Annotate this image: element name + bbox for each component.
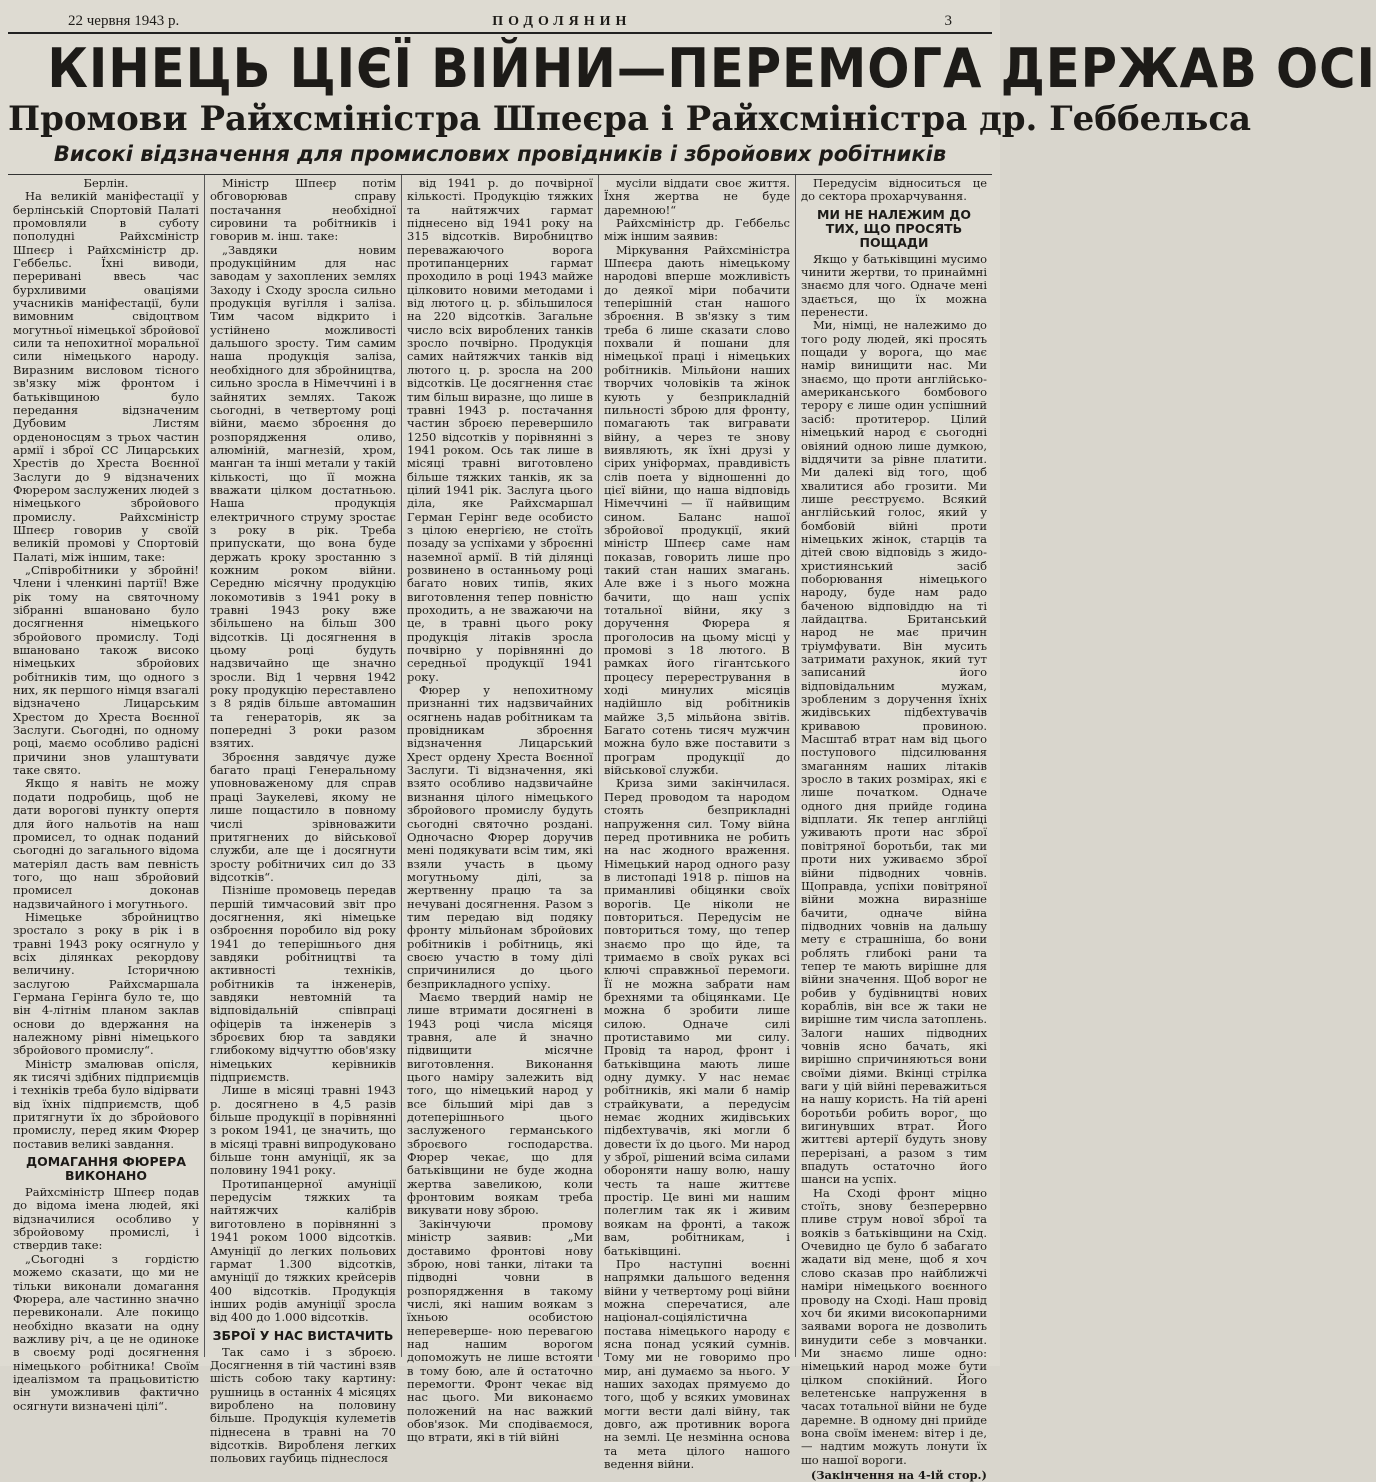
paragraph: На Сході фронт міцно стоїть, знову безперервно пливе струм нової зброї та вояків з батьківщини на Схід. Очевидно це було б забагато жадати від мене, щоб я хоч слово сказав про найближчі наміри німецького воєнного проводу на Сході. Наш провід хоч би якими високопарними заявами ворога не дозволить винудити себе з мовчанки. Ми знаємо лише одно: німецький народ може бути цілком спокійний. Його велетенське напруження в часах тотальної війни не буде даремне. В одному дні прийде вона своїм іменем: вітер і де, — надтим можуть лонути їх шо нашої вороги. [801,1185,987,1467]
paragraph: Так само і з зброєю. Досягнення в тій частині взяв шість собою таку картину: рушниць в останніх 4 місяцях вироблено на половину більше. Продукція кулеметів піднесена в травні на 70 відсотків. Виробленя легких польових гаубиць піднеслося [210,1344,396,1466]
paragraph: Криза зими закінчилася. Перед проводом та народом стоять безприкладні напруження сил. Тому війна перед противника не робить на нас жодного враження. Німецький народ одного разу в листопаді 1918 р. пішов на приманливі обіцянки своїх ворогів. Це ніколи не повториться. Передусім не повториться тому, що тепер знаємо про що йде, та тримаємо в своїх руках всі ключі справжньої перемоги. Її не можна забрати нам брехнями та обіцянками. Це можна б зробити лише силою. Одначе силі протиставимо ми силу. Провід та народ, фронт і батьківщина мають лише одну думку. У нас немає робітників, які мали б намір страйкувати, а передусім немає жодних жидівських підбехтувачів, які могли б довести їх до цього. Ми народ у зброї, рішений всіма силами обороняти нашу волю, нашу честь та наше життєве простір. Це вині ми нашим полеглим так як і живим воякам на фронті, а також вам, робітникам, і батьківщині. [604,776,790,1258]
paragraph: Передусім відноситься це до сектора прохарчування. [801,176,987,204]
paragraph: „Завдяки новим продукційним для нас заводам у захоплених землях Заходу і Сходу зросла сильно продукція вугілля і заліза. Тим часом відкрито і устійнено можливості дальшого зросту. Тим самим наша продукція заліза, необхідного для збройництва, сильно зросла в Німеччині і в зайнятих землях. Також сьогодні, в четвертому році війни, маємо зброєння до розпорядження оливо, алюміній, магнезій, хром, манган та інші метали у такій кількості, що її можна вважати цілком достатньою. Наша продукція електричного струму зростає з року в рік. Треба припускати, що вона буде держать кроку зростанню з кожним роком війни. Середню місячну продукцію локомотивів з 1941 року в травні 1943 року вже збільшено на більш 300 відсотків. Ці досягнення в цьому році будуть надзвичайно ще значно зросли. Від 1 червня 1942 року продукцію переставлено з 8 рядів більше автомашин та генераторів, як за попередні 3 роки разом взятих. [210,242,396,751]
section-heading: ЗБРОЇ У НАС ВИСТАЧИТЬ [212,1327,394,1343]
paragraph: Міркування Райхсміністра Шпеєра дають німецькому народові вперше можливість до деякої міри побачити теперішній стан нашого зброєння. В зв'язку з тим треба 6 лише сказати слово похвали й пошани для німецької праці і німецьких робітників. Мільйони наших творчих чоловіків та жінок кують у безприкладній пильності зброю для фронту, помагають так вигравати війну, а через те знову виявляють, як їхні друзі у сірих уніформах, правдивість слів поета у відношенні до цієї війни, що наша відповідь Німеччині — її найвищим сином. Баланс нашої збройової продукції, який міністр Шпеєр саме нам показав, говорить лише про такий стан наших змагань. Але вже і з нього можна бачити, що наш успіх тотальної війни, яку з доручення Фюрера я проголосив на цьому місці у промові з 18 лютого. В рамках його гігантського процесу перерестрування в ході минулих місяців надійшло від робітників майже 3,5 мільйона звітів. Багато сотень тисяч мужчин можна було вже поставити з програм продукції до військової служби. [604,242,790,778]
page-number: 3 [944,13,952,29]
paragraph: Зброєння завдячує дуже багато праці Генеральному уповноваженому для справ праці Заукелеві, якому не лише пощастило в повному числі зрівноважити притягнених до військової служби, але ще і досягнути зросту робітничих сил до 33 відсотків“. [210,749,396,884]
paragraph: Ми, німці, не належимо до того роду людей, які просять пощади у ворога, що має намір винищити нас. Ми знаємо, що проти англійсько-американського бомбового терору є лише один успішний засіб: протитерор. Цілий німецький народ є сьогодні овіяний одною лише думкою, віддячити за рівне платити. Ми далекі від того, щоб хвалитися або грозити. Ми лише реєструємо. Всякий англійський голос, який у бомбовій війні проти німецьких жінок, старців та дітей свою відповідь з жидо- християнський засіб поборювання німецького народу, буде нам радо баченою відповіддю на ті лайдацтва. Британський народ не має причин тріумфувати. Він мусить затримати рахунок, який тут записаний його відповідальним мужам, зробленим з доручення їхніх жидівських підбехтувачів кривавою провиною. Масштаб втрат нам від цього поступового підсилювання змаганням наших літаків зросло в таких розмірах, які є лише початком. Одначе одного дня прийде година відплати. Як тепер англійці уживають проти нас зброї повітряної боротьби, так ми проти них уживаємо зброї війни підводних човнів. Щоправда, успіхи повітряної війни можна виразніше бачити, одначе війна підводних човнів на дальшу мету є страшніша, бо вони роблять глибокі рани та тепер те мають вирішне для війни значення. Щоб ворог не робив у будівництві нових кораблів, він все ж таки не вирішне тим числа затоплень. Залоги наших підводних човнів ясно бачать, які вирішно спричиняються вони своїми діями. Вкінці стрілка ваги у цій війні переважиться на нашу користь. На тій арені боротьби робить ворог, що вигинувших втрат. Його життєві артерії будуть знову перерізані, а разом з тим впадуть остаточно його шанси на успіх. [801,318,987,1187]
column-1 [8,175,205,1413]
paragraph: Якщо у батьківщині мусимо чинити жертви, то принаймні знаємо для чого. Одначе мені здається, що їх можна перенести. [801,251,987,320]
column-3 [402,175,599,1445]
continued-note: (Закінчення на 4-ій стор.) [810,1467,987,1482]
paragraph: від 1941 р. до почвірної кількості. Продукцію тяжких та найтяжчих гармат піднесено від 1941 року на 315 відсотків. Виробництво переважаючого ворога протипанцерних гармат проходило в році 1943 майже цілковито новими методами і від лютого ц. р. збільшилося на 220 відсотків. Загальне число всіх вироблених танків зросло почвірно. Продукція самих найтяжчих танків від лютого ц. р. зросла на 200 відсотків. Це досягнення стає тим більш виразне, що лише в травні 1943 р. постачання частин зброєю перевершило 1250 відсотків у порівнянні з 1941 роком. Ось так лише в місяці травні виготовлено більше тяжких танків, як за цілий 1941 рік. Заслуга цього діла, яке Райхсмаршал Герман Герінг веде особисто з цілою енергією, не стоїть позаду за успіхами у зброєнні наземної армії. В тій ділянці розвинено в останньому році багато нових типів, яких виготовлення тепер повністю проходить, а не зважаючи на це, в травні цього року продукція літаків зросла почвірно у порівнянні до середньої продукції 1941 року. [407,176,593,684]
column-4 [599,175,796,1471]
paragraph: Про наступні воєнні напрямки дальшого ведення війни у четвертому році війни можна сперечатися, але націонал-соціялістична постава німецького народу є ясна понад усякий сумнів. Тому ми не говоримо про мир, ані думаємо за нього. У наших заходах прямуємо до того, щоб у всяких умовинах могти вести далі війну, так довго, аж противник ворога на землі. Це незмінна основа та мета цілого нашого ведення війни. [604,1256,790,1471]
paragraph: „Сьогодні з гордістю можемо сказати, що ми не тільки виконали домагання Фюрера, але частинно значно перевиконали. Але покищо необхідно вказати на одну важливу річ, а це не одиноке в своєму роді досягнення німецького робітника! Своїм ідеалізмом та працьовитістю він уможливив фактично осягнути визначені цілі“. [13,1251,199,1413]
column-2 [205,175,402,1466]
section-heading: ДОМАГАННЯ ФЮРЕРА ВИКОНАНО [25,1154,187,1184]
section-heading: МИ НЕ НАЛЕЖИМ ДО ТИХ, ЩО ПРОСЯТЬ ПОЩАДИ [817,206,971,250]
paragraph: Пізніше промовець передав першій тимчасовий звіт про досягнення, які німецьке озброєння поробило від року 1941 до теперішнього дня завдяки робітництві та активності техніків, робітників та інженерів, завдяки невтомній та відповідальній співпраці офіцерів та інженерів з зброєвих бюр та завдяки глибокому відчуттю обов'язку німецьких керівників підприємств. [210,883,396,1085]
issue-date: 22 червня 1943 р. [68,13,180,29]
paragraph: Міністр Шпеєр потім обговорював справу постачання необхідної сировини та робітників і говорив м. інш. таке: [210,176,396,244]
paragraph: Якщо я навіть не можу подати подробиць, щоб не дати ворогові пункту опертя для його нальотів на наш промисел, то однак поданий сьогодні до загального відома матеріял дасть вам певність того, що наш збройовий промисел доконав надзвичайного і могутнього. [13,776,199,911]
main-headline: КІНЕЦЬ ЦІЄЇ ВІЙНИ—ПЕРЕМОГА ДЕРЖАВ ОСІ [47,37,1376,100]
paragraph: „Співробітники у збройні! Члени і членкині партії! Вже рік тому на святочному зібранні вшановано було досягнення німецького збройового промислу. Тоді вшановано також високо німецьких збройових робітників тим, що одного з них, як першого німця взагалі відзначено Лицарським Хрестом до Хреста Воєнної Заслуги. Сьогодні, по одному році, маємо особливо радісні причини знов улаштувати таке свято. [13,562,199,778]
masthead [8,0,992,34]
paragraph: Протипанцерної амуніції передусім тяжких та найтяжчих калібрів виготовлено в порівнянні з 1941 роком 1000 відсотків. Амуніції до легких польових гармат 1.300 відсотків, амуніції до тяжких крейсерів 400 відсотків. Продукція інших родів амуніції зросла від 400 до 1.000 відсотків. [210,1176,396,1325]
paragraph: Міністр змалював опісля, як тисячі здібних підприємців і техніків треба було відірвати від їхніх підприємств, щоб притягнути їх до збройового промислу, перед яким Фюрер поставив великі завдання. [13,1056,199,1151]
paragraph: На великій маніфестації у берлінській Спортовій Палаті промовляли в суботу пополудні Райхсміністр Шпеєр і Райхсміністр др. Геббельс. Їхні виводи, переривані ввесь час бурхливими оваціями учасників маніфестації, були вимовним свідоцтвом могутньої німецької збройової сили та непохитної моральної сили німецького народу. Виразним висловом тісного зв'язку між фронтом і батьківщиною було передання відзначеним Дубовим Листям орденоносцям з трьох частин армії і зброї СС Лицарських Хрестів до Хреста Воєнної Заслуги до 9 відзначених Фюрером заслужених людей з німецького збройового промислу. Райхсміністр Шпеєр говорив у своїй великій промові у Спортовій Палаті, між іншим, таке: [13,189,199,564]
paragraph: Німецьке збройництво зростало з року в рік і в травні 1943 року осягнуло у всіх ділянках рекордову величину. Історичною заслугою Райхсмаршала Германа Герінга було те, що він 4-літнім планом заклав основи до вдержання на належному рівні німецького збройового промислу“. [13,909,199,1058]
dateline: Берлін. [83,176,129,190]
paragraph: Фюрер у непохитному признанні тих надзвичайних осягнень надав робітникам та провідникам зброєння відзначення Лицарський Хрест ордену Хреста Воєнної Заслуги. Ті відзначення, які взято особливо надзвичайне визнання цілого німецького збройового промислу будуть сьогодні святочно роздані. Одночасно Фюрер доручив мені подякувати всім тим, які взяли участь в цьому могутньому ділі, за жертвенну працю та за нечувані досягнення. Разом з тим передаю від подяку фронту мільйонам збройових робітників і робітниць, які своєю участю в тому ділі спричинилися до цього безприкладного успіху. [407,683,593,991]
newspaper-name: ПОДОЛЯНИН [492,14,632,29]
paragraph: Райхсміністр Шпеєр подав до відома імена людей, які відзначилися особливо у збройовому промислі, і ствердив таке: [13,1185,199,1253]
paragraph: Лише в місяці травні 1943 р. досягнено в 4,5 разів більше продукції в порівнянні з роком 1941, це значить, що в місяці травні випродуковано більше тонн амуніції, як за половину 1941 року. [210,1083,396,1178]
subheadline: Промови Райхсміністра Шпеєра і Райхсміністра др. Геббельса [8,99,1252,139]
column-5 [796,175,992,1482]
paragraph: мусіли віддати своє життя. Їхня жертва не буде даремною!“ [604,176,790,217]
paragraph: Райхсміністр др. Геббельс між іншим заявив: [604,216,790,244]
article-columns [8,174,992,1482]
paragraph: Закінчуючи промову міністр заявив: „Ми доставимо фронтові нову зброю, нові танки, літаки та підводні човни в розпорядження в такому числі, які нашим воякам з їхньою особистою непереверше- ною перевагою над нашим ворогом допоможуть не лише встояти в тому бою, але й остаточно перемогти. Фронт чекає від нас цього. Ми виконаємо положений на нас важкий обов'язок. Ми сподіваємося, що втрати, які в тій війні [407,1216,593,1445]
paragraph: Маємо твердий намір не лише втримати досягнені в 1943 році числа місяця травня, але й значно підвищити місячне виготовлення. Виконання цього наміру залежить від того, що німецький народ у все більший мірі дав з дотеперішнього цього заслуженого германського зброєвого господарства. Фюрер чекає, що для батьківщини не буде жодна жертва завеликою, коли фронтовим воякам треба викувати нову зброю. [407,989,593,1218]
sub-subheadline: Високі відзначення для промислових провідників і збройових робітників [53,142,947,166]
